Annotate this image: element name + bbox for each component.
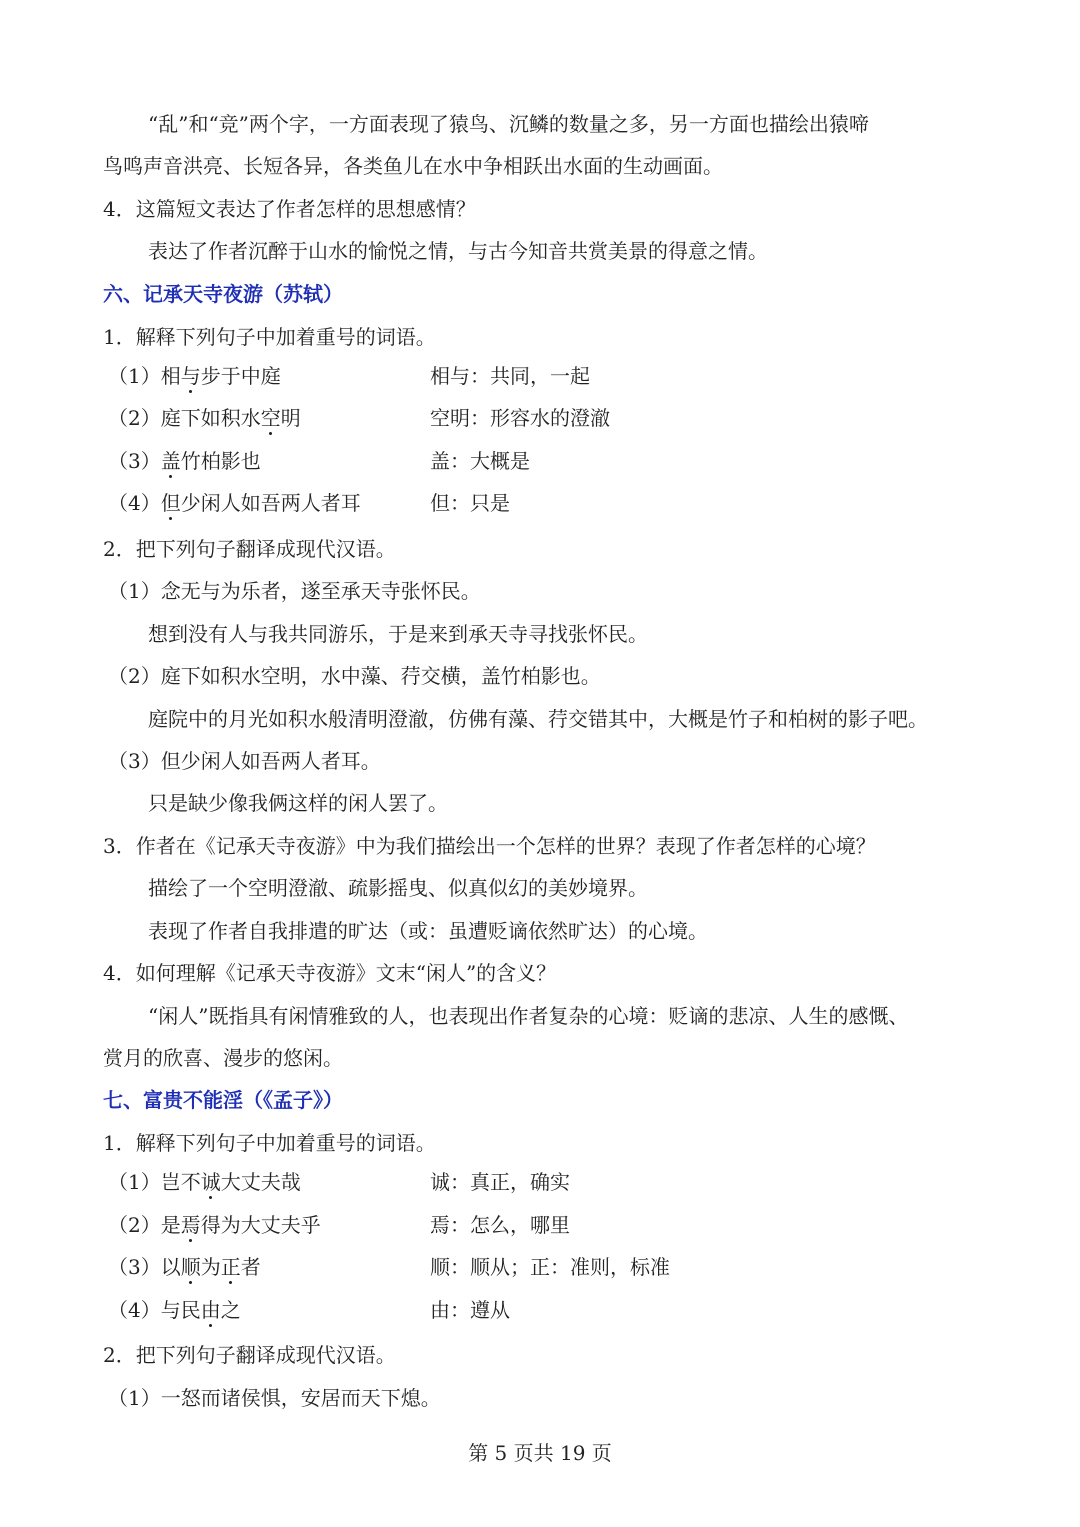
question-label: 4．这篇短文表达了作者怎样的思想感情？ bbox=[103, 197, 476, 221]
answer-text: 鸟鸣声音洪亮、长短各异，各类鱼儿在水中争相跃出水面的生动画面。 bbox=[103, 154, 723, 178]
emphasis-dot: 空 bbox=[260, 406, 281, 430]
vocab-item: （4）但少闲人如吾两人者耳 bbox=[108, 491, 361, 515]
vocab-item: （3）以顺为正者 bbox=[108, 1255, 261, 1279]
question-label: 2．把下列句子翻译成现代汉语。 bbox=[103, 1343, 396, 1367]
vocab-definition: 由：遵从 bbox=[430, 1298, 510, 1322]
page-footer: 第 5 页共 19 页 bbox=[468, 1441, 612, 1465]
vocab-definition: 诚：真正，确实 bbox=[430, 1170, 570, 1194]
vocab-definition: 但：只是 bbox=[430, 491, 510, 515]
sentence: （1）念无与为乐者，遂至承天寺张怀民。 bbox=[108, 579, 481, 603]
vocab-definition: 盖：大概是 bbox=[430, 449, 530, 473]
answer-text: 表达了作者沉醉于山水的愉悦之情，与古今知音共赏美景的得意之情。 bbox=[148, 239, 768, 263]
question-label: 1．解释下列句子中加着重号的词语。 bbox=[103, 325, 436, 349]
emphasis-dot: 但 bbox=[160, 491, 181, 515]
section-heading: 七、富贵不能淫（《孟子》） bbox=[103, 1088, 343, 1112]
vocab-item: （1）岂不诚大丈夫哉 bbox=[108, 1170, 301, 1194]
vocab-definition: 焉：怎么，哪里 bbox=[430, 1213, 570, 1237]
vocab-definition: 顺：顺从；正：准则，标准 bbox=[430, 1255, 670, 1279]
question-label: 3．作者在《记承天寺夜游》中为我们描绘出一个怎样的世界？表现了作者怎样的心境？ bbox=[103, 834, 876, 858]
vocab-item: （1）相与步于中庭 bbox=[108, 364, 281, 388]
vocab-item: （2）是焉得为大丈夫乎 bbox=[108, 1213, 321, 1237]
vocab-item: （2）庭下如积水空明 bbox=[108, 406, 301, 430]
sentence: （1）一怒而诸侯惧，安居而天下熄。 bbox=[108, 1386, 441, 1410]
answer-text: 描绘了一个空明澄澈、疏影摇曳、似真似幻的美妙境界。 bbox=[148, 876, 648, 900]
vocab-definition: 空明：形容水的澄澈 bbox=[430, 406, 610, 430]
answer-text: “乱”和“竞”两个字，一方面表现了猿鸟、沉鳞的数量之多，另一方面也描绘出猿啼 bbox=[148, 112, 869, 136]
vocab-definition: 相与：共同，一起 bbox=[430, 364, 590, 388]
sentence: （2）庭下如积水空明，水中藻、荇交横，盖竹柏影也。 bbox=[108, 664, 601, 688]
emphasis-dot: 盖 bbox=[160, 449, 181, 473]
translation: 想到没有人与我共同游乐，于是来到承天寺寻找张怀民。 bbox=[148, 622, 648, 646]
vocab-item: （3）盖竹柏影也 bbox=[108, 449, 261, 473]
answer-text: 赏月的欣喜、漫步的悠闲。 bbox=[103, 1046, 343, 1070]
emphasis-dot: 焉 bbox=[180, 1213, 201, 1237]
sentence: （3）但少闲人如吾两人者耳。 bbox=[108, 749, 381, 773]
question-label: 2．把下列句子翻译成现代汉语。 bbox=[103, 537, 396, 561]
section-heading: 六、记承天寺夜游（苏轼） bbox=[103, 282, 343, 306]
vocab-item: （4）与民由之 bbox=[108, 1298, 241, 1322]
answer-text: 表现了作者自我排遣的旷达（或：虽遭贬谪依然旷达）的心境。 bbox=[148, 919, 708, 943]
answer-text: “闲人”既指具有闲情雅致的人，也表现出作者复杂的心境：贬谪的悲凉、人生的感慨、 bbox=[148, 1004, 909, 1028]
emphasis-dot: 顺 bbox=[180, 1255, 201, 1279]
emphasis-dot: 诚 bbox=[200, 1170, 221, 1194]
emphasis-dot: 与 bbox=[180, 364, 201, 388]
question-label: 4．如何理解《记承天寺夜游》文末“闲人”的含义？ bbox=[103, 961, 557, 985]
emphasis-dot: 正 bbox=[220, 1255, 241, 1279]
translation: 只是缺少像我俩这样的闲人罢了。 bbox=[148, 791, 448, 815]
question-label: 1．解释下列句子中加着重号的词语。 bbox=[103, 1131, 436, 1155]
emphasis-dot: 由 bbox=[200, 1298, 221, 1322]
translation: 庭院中的月光如积水般清明澄澈，仿佛有藻、荇交错其中，大概是竹子和柏树的影子吧。 bbox=[148, 707, 928, 731]
